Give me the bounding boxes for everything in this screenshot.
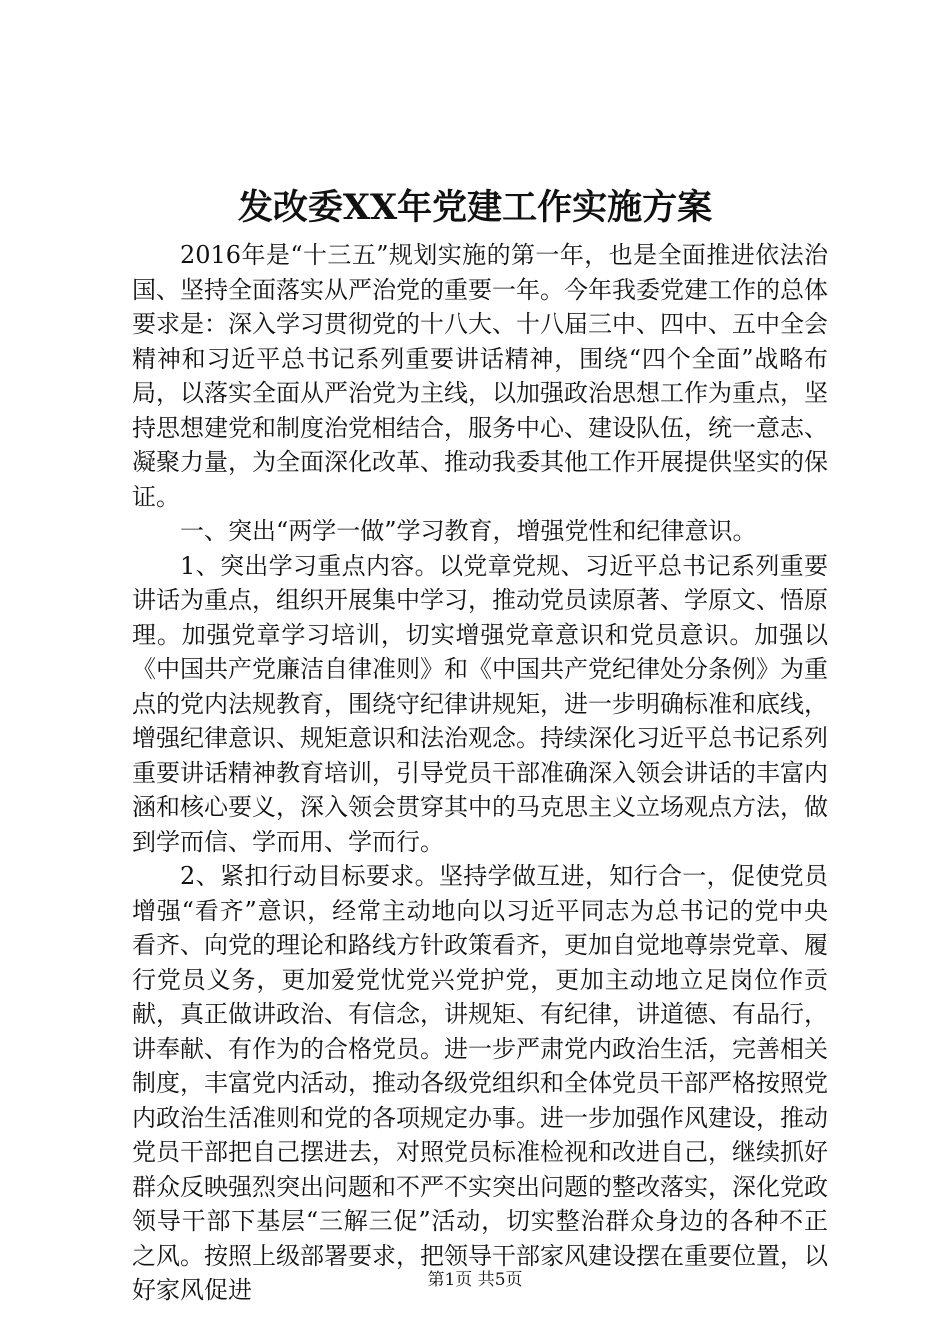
page-title: 发改委XX年党建工作实施方案: [237, 187, 713, 228]
paragraph-section-heading: 一、突出“两学一做”学习教育，增强党性和纪律意识。: [180, 517, 757, 545]
paragraph-intro: 2016年是“十三五”规划实施的第一年，也是全面推进依法治国、坚持全面落实从严治党的重要一年。今年我委党建工作的总体要求是：深入学习贯彻党的十八大、十八届三中、四中、五中全会精神和习近平总书记系列重要讲话精神，围绕“四个全面”战略布局，以落实全面从严治党为主线，以加强政治思想工作为重点，坚持思想建党和制度治党相结合，服务中心、建设队伍，统一意志、凝聚力量，为全面深化改革、推动我委其他工作开展提供坚实的保证。: [132, 241, 828, 511]
paragraph-item-1: 1、突出学习重点内容。以党章党规、习近平总书记系列重要讲话为重点，组织开展集中学习，推动党员读原著、学原文、悟原理。加强党章学习培训，切实增强党章意识和党员意识。加强以《中国共产党廉洁自律准则》和《中国共产党纪律处分条例》为重点的党内法规教育，围绕守纪律讲规矩，进一步明确标准和底线，增强纪律意识、规矩意识和法治观念。持续深化习近平总书记系列重要讲话精神教育培训，引导党员干部准确深入领会讲话的丰富内涵和核心要义，深入领会贯穿其中的马克思主义立场观点方法，做到学而信、学而用、学而行。: [132, 551, 828, 856]
page-number-footer: 第1页 共5页: [427, 1270, 523, 1290]
document-body: [132, 238, 828, 1308]
paragraph-item-2: 2、紧扣行动目标要求。坚持学做互进，知行合一，促使党员增强“看齐”意识，经常主动地向以习近平同志为总书记的党中央看齐、向党的理论和路线方针政策看齐，更加自觉地尊崇党章、履行党员义务，更加爱党忧党兴党护党，更加主动地立足岗位作贡献，真正做讲政治、有信念，讲规矩、有纪律，讲道德、有品行，讲奉献、有作为的合格党员。进一步严肃党内政治生活，完善相关制度，丰富党内活动，推动各级党组织和全体党员干部严格按照党内政治生活准则和党的各项规定办事。进一步加强作风建设，推动党员干部把自己摆进去，对照党员标准检视和改进自己，继续抓好群众反映强烈突出问题和不严不实突出问题的整改落实，深化党政领导干部下基层“三解三促”活动，切实整治群众身边的各种不正之风。按照上级部署要求，把领导干部家风建设摆在重要位置，以好家风促进: [132, 862, 828, 1304]
